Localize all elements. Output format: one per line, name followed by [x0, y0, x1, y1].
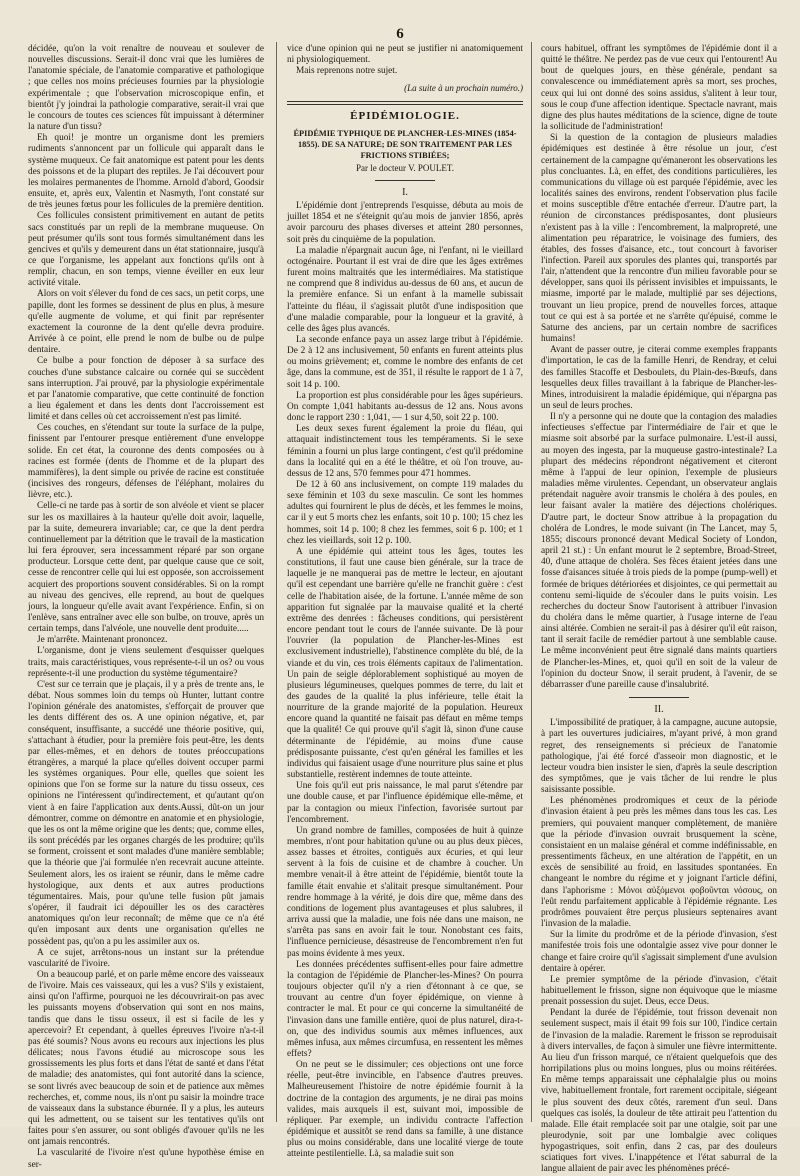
paragraph: L'épidémie dont j'entreprends l'esquisse, débuta au mois de juillet 1854 et ne s'éteignit qu'au mois de janvier 1856, après avoir parcouru des phases diverses et atteint 280 personnes, soit près du cinquième de la population. — [287, 201, 523, 245]
paragraph: Les données précédentes suffisent-elles pour faire admettre la contagion de l'épidémie de Plancher-les-Mines? On pourra toujours objecter qu'il n'y a rien d'étonnant à ce que, se trouvant au centre d'un foyer épidémique, on vienne à contracter le mal. Et pour ce qui concerne la simultanéité de l'invasion dans une famille entière, quoi de plus naturel, dira-t-on, que des individus soumis aux mêmes influences, aux mêmes infusa, aux mêmes circumfusa, en ressentent les mêmes effets? — [287, 959, 523, 1059]
column-two-body — [287, 201, 523, 1160]
paragraph: C'est sur ce terrain que je plaçais, il y a près de trente ans, le débat. Nous sommes loin du temps où Hunter, luttant contre l'opinion générale des anatomistes, s'efforçait de prouver que les dents différent des os. A une opinion négative, et, par conséquent, insuffisante, a succédé une théorie positive, qui, s'attachant à étudier, pour la première fois peut-être, les dents par elles-mêmes, et en dehors de toutes préoccupations étrangères, a marqué la place qu'elles doivent occuper parmi les systèmes organiques. Pour elle, quelles que soient les opinions que l'on se forme sur la nature du tissu osseux, ces opinions ne l'intéressent qu'indirectement, et qu'autant qu'on vient à en faire l'application aux dents.Aussi, dût-on un jour démontrer, comme on démontre en anatomie et en physiologie, que les os ont la même origine que les dents; que, comme elles, ils sont précédés par les organes chargés de les produire; qu'ils se forment, croissent et sont malades d'une manière semblable; que la théorie que j'ai formulée n'en recevrait aucune atteinte. Seulement alors, les os iraient se réunir, dans le même cadre hystologique, aux dents et aux autres productions tégumentaires. Mais, pour qu'une telle fusion pût jamais s'opérer, il faudrait ici dépouiller les os des caractères anatomiques qu'on leur reconnaît; de même que ce n'a été qu'en imposant aux dents une organisation qu'elles ne possèdent pas, qu'on a pu les assimiler aux os. — [28, 679, 264, 947]
column-rule-right — [531, 42, 532, 1122]
paragraph: La seconde enfance paya un assez large tribut à l'épidémie. De 2 à 12 ans inclusivement, 50 enfants en furent atteints plus ou moins grièvement; et, comme le nombre des enfants de cet âge, dans la commune, est de 351, il résulte le rapport de 1 à 7, soit 14 p. 100. — [287, 334, 523, 390]
paragraph: Ces couches, en s'étendant sur toute la surface de la pulpe, finissent par l'entourer presque entièrement d'une enveloppe solide. En cet état, la couronne des dents composées ou à racines est formée (dents de l'homme et de la plupart des mammifères), la dent simple ou privée de racine est constituée (incisives des rongeurs, défenses de l'éléphant, molaires du lièvre, etc.). — [28, 423, 264, 501]
column-two-intro — [287, 44, 523, 77]
paragraph: On ne peut se le dissimuler; ces objections ont une force réelle, peut-être invincible, en l'absence d'autres preuves. Malheureusement l'histoire de notre épidémie fournit à la doctrine de la contagion des arguments, je ne dirai pas moins valides, mais auxquels il est, suivant moi, impossible de répliquer. Par exemple, un individu contracte l'affection épidémique et aussitôt se rend dans sa famille, à une distance plus ou moins considérable, dans une localité vierge de toute atteinte pestilentielle. Là, sa maladie suit son — [287, 1060, 523, 1160]
column-three-part-one — [541, 44, 777, 691]
page-number: 6 — [396, 26, 404, 42]
column-rule-left — [276, 42, 277, 1122]
paragraph: La vascularité de l'ivoire n'est qu'une hypothèse émise en ser- — [28, 1148, 264, 1170]
part-two-heading: II. — [654, 704, 664, 716]
paragraph: Sur la limite du prodrôme et de la période d'invasion, s'est manifestée trois fois une odontalgie assez vive pour donner le change et faire croire qu'il s'agissait simplement d'une avulsion dentaire à opérer. — [541, 930, 777, 974]
article-title: ÉPIDÉMIE TYPHIQUE DE PLANCHER-LES-MINES (1854-1855). DE SA NATURE; DE SON TRAITEMENT PAR LES FRICTIONS STIBIÉES; — [293, 128, 517, 160]
paragraph: Celle-ci ne tarde pas à sortir de son alvéole et vient se placer sur les os maxillaires à la hauteur qu'elle doit avoir, laquelle, par la suite, demeurera invariable; car, ce que la dent perdra continuellement par la détrition que le travail de la mastication lui fera éprouver, sera incessamment réparé par son organe producteur. Lorsque cette dent, par quelque cause que ce soit, cesse de rencontrer celle qui lui est opposée, son accroissement acquiert des proportions souvent considérables. Si on la rompt au niveau des gencives, elle reprend, au bout de quelques jours, la longueur qu'elle avait avant l'expérience. Enfin, si on l'enlève, sans entraîner avec elle son bulbe, on trouve, après un certain temps, dans l'alvéole, une nouvelle dent produite..... — [28, 501, 264, 635]
paragraph: Ce bulbe a pour fonction de déposer à sa surface des couches d'une substance calcaire ou cornée qui se succèdent sans interruption. J'ai prouvé, par la physiologie expérimentale et par l'anatomie comparative, que cette continuité de fonction a lieu également et dans les dents dont l'accroissement est limité et dans celles où cet accroissement n'est pas limité. — [28, 356, 264, 423]
paragraph: décidée, qu'on la voit renaître de nouveau et soulever de nouvelles discussions. Serait-il donc vrai que les lumières de l'anatomie spéciale, de l'anatomie comparative et pathologique ; que celles nos moins précieuses fournies par la physiologie expérimentale ; que l'observation microscopique enfin, et bientôt j'y joindrai la pathologie comparative, serait-il vrai que le concours de toutes ces sciences fût impuissant à déterminer la nature d'un tissu? — [28, 44, 264, 133]
paragraph: La maladie n'épargnait aucun âge, ni l'enfant, ni le vieillard octogénaire. Pourtant il est vrai de dire que les âges extrêmes furent moins maltraités que les intermédiaires. Ma statistique ne comprend que 8 individus au-dessus de 60 ans, et aucun de la première enfance. Si un enfant à la mamelle subissait l'atteinte du fléau, il s'agissait plutôt d'une indisposition que d'une maladie comparable, pour la longueur et la gravité, à celle des âges plus avancés. — [287, 245, 523, 334]
paragraph: On a beaucoup parlé, et on parle même encore des vaisseaux de l'ivoire. Mais ces vaisseaux, qui les a vus? S'ils y existaient, ainsi qu'on l'affirme, pourquoi ne les découvrirait-on pas avec les puissants moyens d'observation qui sont en nos mains, tandis que dans le tissu osseux, il est si facile de les y apercevoir? Et cependant, à quelles épreuves l'ivoire n'a-t-il pas été soumis? Nous avons eu recours aux injections les plus délicates; nous l'avons étudié au microscope sous les grossissements les plus forts et dans l'état de santé et dans l'état de maladie; des anatomistes, qui font autorité dans la science, se sont livrés avec beaucoup de soin et de patience aux mêmes recherches, et, comme nous, ils n'ont pu saisir la moindre trace de vaisseaux dans la substance éburnée. Il y a plus, les auteurs qui les admettent, ou se taisent sur les tentatives qu'ils ont faites pour s'en assurer, ou sont obligés d'avouer qu'ils ne les ont jamais rencontrés. — [28, 969, 264, 1148]
paragraph: Avant de passer outre, je citerai comme exemples frappants d'importation, le cas de la famille Henri, de Rendray, et celui des familles Stacoffe et Desboulets, du Plain-des-Bœufs, dans lesquelles deux filles travaillant à la fabrique de Plancher-les-Mines, introduisirent la maladie épidémique, qui n'épargna pas un seul de leurs proches. — [541, 345, 777, 411]
paragraph: Alors on voit s'élever du fond de ces sacs, un petit corps, une papille, dont les formes se dessinent de plus en plus, à mesure qu'elle augmente de volume, et qui finit par représenter exactement la couronne de la dent qu'elle devra produire. Arrivée à ce point, elle prend le nom de bulbe ou de pulpe dentaire. — [28, 289, 264, 356]
column-three — [541, 44, 777, 1175]
paragraph: A une épidémie qui atteint tous les âges, toutes les constitutions, il faut une cause bien générale, sur la trace de laquelle je ne manquerai pas de mettre le lecteur, en ajoutant qu'il est cependant une barrière qu'elle ne franchit guère : c'est celle de l'habitation aisée, de la fortune. L'année même de son apparition fut signalée par la mauvaise qualité et la cherté extrême des denrées : fâcheuses conditions, qui persistèrent encore pendant tout le cours de l'année suivante. De là pour l'ouvrier (la population de Plancher-les-Mines est exclusivement industrielle), l'abstinence complète du blé, de la viande et du vin, ces trois éléments capitaux de l'alimentation. Un pain de seigle déplorablement sophistiqué au moyen de plusieurs légumineuses, quelques pommes de terre, du lait et des gaudes de la qualité la plus inférieure, telle était la nourriture de la grande majorité de la population. Heureux encore quand la quantité ne faisait pas défaut en même temps que la qualité! Ce qui prouve qu'il s'agit là, sinon d'une cause déterminante de l'épidémie, au moins d'une cause prédisposante puissante, c'est qu'en général les familles et les individus qui faisaient usage d'une nourriture plus saine et plus substantielle, restèrent indemnes de toute atteinte. — [287, 546, 523, 781]
paragraph: Les deux sexes furent également la proie du fléau, qui attaquait indistinctement tous les tempéraments. Si le sexe féminin a fourni un plus large contingent, c'est qu'il prédomine dans la localité qui en a été le théâtre, et où l'on trouve, au-dessus de 12 ans, 570 femmes pour 471 hommes. — [287, 424, 523, 479]
paragraph: L'impossibilité de pratiquer, à la campagne, aucune autopsie, à part les ouvertures judiciaires, m'ayant privé, à mon grand regret, des renseignements si précieux de l'anatomie pathologique, j'ai été forcé d'asseoir mon diagnostic, et le lecteur voudra bien insister le sien, d'après la seule description des symptômes, que je vais tâcher de lui rendre le plus saisissante possible. — [541, 718, 777, 796]
column-three-part-two — [541, 718, 777, 1175]
paragraph: De 12 à 60 ans inclusivement, on compte 119 malades du sexe féminin et 103 du sexe masculin. Ce sont les hommes adultes qui fournirent le plus de décès, et les femmes le moins, car il y eut 5 morts chez les enfants, soit 10 p. 100; 15 chez les hommes, soit 14 p. 100; 8 chez les femmes, soit 6 p. 100; et 1 chez les vieillards, soit 12 p. 100. — [287, 480, 523, 546]
part-one-heading: I. — [402, 186, 408, 198]
paragraph: cours habituel, offrant les symptômes de l'épidémie dont il a quitté le théâtre. Ne perdez pas de vue ceux qui l'entourent! Au bout de quelques jours, en thèse générale, pendant sa convalescence ou immédiatement après sa mort, ses proches, ceux qui lui ont donné des soins assidus, s'alitent à leur tour, sous le coup d'une affection identique. Spectacle navrant, mais digne des plus hautes méditations de la science, digne de toute la sollicitude de l'administration! — [541, 44, 777, 133]
column-one — [28, 44, 264, 1170]
paragraph: Mais reprenons notre sujet. — [296, 66, 398, 77]
title-rule — [375, 180, 435, 181]
paragraph: vice d'une opinion qui ne peut se justifier ni anatomiquement ni physiologiquement. — [287, 44, 523, 66]
paragraph: Une fois qu'il eut pris naissance, le mal parut s'étendre par une double cause, et par l'influence épidémique elle-même, et par la contagion ou mieux l'infection, favorisée surtout par l'encombrement. — [287, 781, 523, 825]
paragraph: L'organisme, dont je viens seulement d'esquisser quelques traits, mais caractéristiques, vous représente-t-il un os? ou vous représente-t-il une production du système tégumentaire? — [28, 646, 264, 679]
paragraph: Les phénomènes prodromiques et ceux de la période d'invasion étaient à peu près les mêmes dans tous les cas. Les premiers, qui pouvaient manquer complètement, de manière que la période d'invasion ouvrait brusquement la scène, consistaient en un malaise général et comme indéfinissable, en pressentiments fâcheux, en une altération de l'appétit, en un excès de sensibilité au froid, en lassitudes spontanées. En changeant le nombre du régime et y joignant l'article défini, dans l'aphorisme : Μόνοι αὐξόμενοι φοβοῦνται νόσους, on l'eût rendu parfaitement applicable à l'épidémie régnante. Les prodrômes pouvaient être perçus plusieurs septenaires avant l'invasion de la maladie. — [541, 796, 777, 930]
paragraph: Eh quoi! je montre un organisme dont les premiers rudiments s'annoncent par un follicule qui apparaît dans le système muqueux. Ce fait anatomique est patent pour les dents des poissons et de la plupart des reptiles. Je l'ai découvert pour les molaires permanentes de l'homme. Arnold d'abord, Goodsir ensuite, et, après eux, Valentin et Nasmyth, l'ont constaté sur de très jeunes fœtus pour les follicules de la première dentition. — [28, 133, 264, 211]
paragraph: Le premier symptôme de la période d'invasion, c'était habituellement le frisson, signe non équivoque que le miasme prenait possession du sujet. Deus, ecce Deus. — [541, 974, 777, 1008]
paragraph: Il n'y a personne qui ne doute que la contagion des maladies infectieuses s'effectue par l'intermédiaire de l'air et que le miasme soit absorbé par la surface pulmonaire. L'est-il aussi, au moyen des ingesta, par la muqueuse gastro-intestinale? La plupart des médecins répondront négativement et citeront même à l'appui de leur opinion, l'exemple de plusieurs maladies même virulentes. Cependant, un observateur anglais prétendait naguère avoir transmis le choléra à des poules, en leur faisant avaler la matière des déjections cholériques. D'autre part, le docteur Snow attribue à la propagation du choléra de Londres, le mode suivant (in The Lancet, may 5, 1855; discours prononcé devant Medical Society of London, april 21 st.) : Un enfant mourut le 2 septembre, Broad-Street, 40, d'une attaque de choléra. Ses fèces étaient jetées dans une fosse d'aisances située à trois pieds de la pompe (pump-well) et formée de briques détériorées et disjointes, ce qui permettait au contenu semi-liquide de s'écouler dans le puits voisin. Les recherches du docteur Snow l'autorisent à attribuer l'invasion du choléra dans le même quartier, à l'usage interne de l'eau ainsi altérée. Combien ne serait-il pas à désirer qu'il eût raison, tant il serait facile de remédier partout à une semblable cause. Le même inconvénient peut être signalé dans maints quartiers de Plancher-les-Mines, et, quoi qu'il en soit de la valeur de l'opinion du docteur Snow, il serait prudent, à l'avenir, de se débarrasser d'une pareille cause d'insalubrité. — [541, 412, 777, 690]
paragraph: Ces follicules consistent primitivement en autant de petits sacs constitués par un repli de la membrane muqueuse. On peut présumer qu'ils sont tous formés simultanément dans les gencives et qu'ils y demeurent dans un état stationnaire, jusqu'à ce que l'organisme, les appelant aux fonctions qu'ils ont à remplir, chacun, en son temps, vienne éveiller en eux leur activité vitale. — [28, 211, 264, 289]
section-title: ÉPIDÉMIOLOGIE. — [350, 109, 460, 122]
continued-note: (La suite à un prochain numéro.) — [404, 83, 523, 94]
part-two-rule — [629, 697, 689, 698]
paragraph: Je m'arrête. Maintenant prononcez. — [37, 635, 168, 646]
section-divider — [287, 101, 523, 105]
paragraph: Pendant la durée de l'épidémie, tout frisson devenait non seulement suspect, mais il était 99 fois sur 100, l'indice certain de l'invasion de la maladie. Rarement le frisson se reproduisait à divers intervalles, de façon à simuler une fièvre intermittente. Au lieu d'un frisson marqué, ce n'étaient quelquefois que des horripilations plus ou moins longues, plus ou moins réitérées. En même temps apparaissait une céphalalgie plus ou moins vive, habituellement frontale, fort rarement occipitale, siégeant le plus souvent des deux côtés, rarement d'un seul. Dans quelques cas isolés, la douleur de tête attirait peu l'attention du malade. Elle était remplacée soit par une otalgie, soit par une pleurodynie, soit par une lombalgie avec coliques hypogastriques, soit enfin, dans 2 cas, par des douleurs sciatiques fort vives. L'inappétence et l'état saburral de la langue allaient de pair avec les phénomènes précé- — [541, 1008, 777, 1175]
article-byline: Par le docteur V. POULET. — [356, 162, 454, 173]
paragraph: La proportion est plus considérable pour les âges supérieurs. On compte 1,041 habitants au-dessus de 12 ans. Nous avons donc le rapport 230 : 1,041, — 1 sur 4,50, soit 22 p. 100. — [287, 390, 523, 424]
column-two — [287, 44, 523, 1160]
paragraph: Un grand nombre de familles, composées de huit à quinze membres, n'ont pour habitation qu'une ou au plus deux pièces, assez basses et étroites, contiguës aux écuries, et qui leur servent à la fois de cuisine et de chambre à coucher. Un membre venait-il à être atteint de l'épidémie, bientôt toute la famille était envahie et s'alitait presque simultanément. Pour rendre hommage à la vérité, je dois dire que, même dans des conditions de logement plus avantageuses et plus salubres, il arriva aussi que la maladie, une fois née dans une maison, ne s'arrêta pas sans en avoir fait le tour. Nonobstant ces faits, l'influence pernicieuse, désastreuse de l'encombrement n'en fut pas moins évidente à mes yeux. — [287, 825, 523, 959]
paragraph: A ce sujet, arrêtons-nous un instant sur la prétendue vascularité de l'ivoire. — [28, 947, 264, 969]
paragraph: Si la question de la contagion de plusieurs maladies épidémiques est destinée à être résolue un jour, c'est certainement de la campagne qu'émaneront les observations les plus concluantes. Là, en effet, des conditions particulières, les communications du village où est parquée l'épidémie, avec les localités saines des environs, rendent l'observation plus facile et moins susceptible d'être entachée d'erreur. D'autre part, la réunion de circonstances prédisposantes, dont plusieurs n'existent pas à la ville : l'encombrement, la malpropreté, une alimentation peu réparatrice, le voisinage des fumiers, des étables, des fosses d'aisance, etc., tout concourt à favoriser l'infection. Pareil aux sporules des plantes qui, transportés par l'air, n'attendent que la rencontre d'un milieu favorable pour se développer, sans quoi ils périssent invisibles et impuissants, le miasme, importé par le malade, multiplié par ses déjections, trouvant un lieu propice, prend de nouvelles forces, attaque tout ce qui est à sa portée et ne s'arrête qu'épuisé, comme le Saturne des anciens, par un certain nombre de sacrifices humains! — [541, 133, 777, 345]
